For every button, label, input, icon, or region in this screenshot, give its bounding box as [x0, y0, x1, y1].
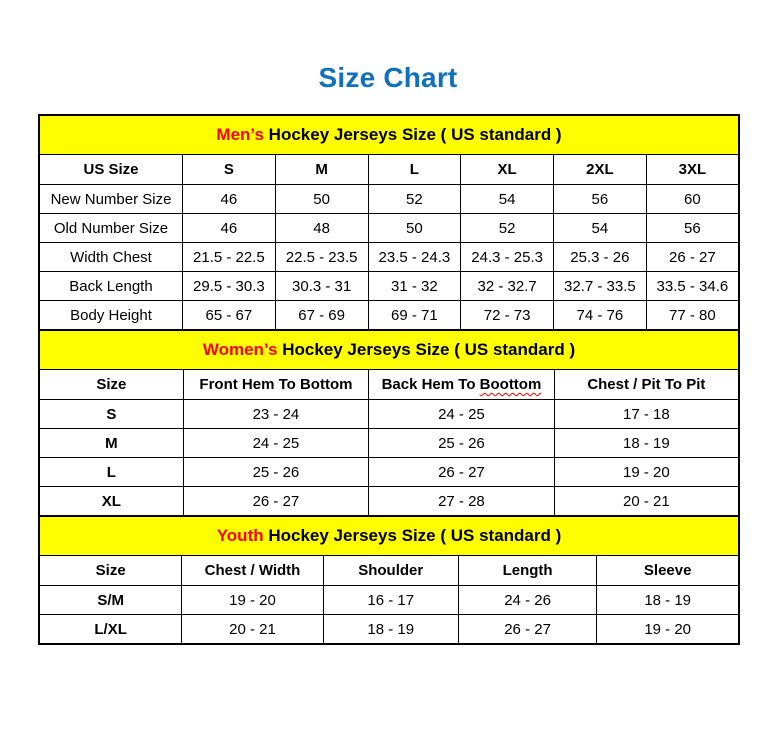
page-title: Size Chart	[318, 62, 458, 93]
youth-column-header-3: Length	[458, 556, 597, 586]
mens-column-header-5: 2XL	[554, 155, 647, 185]
mens-table-heading	[39, 115, 739, 155]
misspelled-word: Boottom	[479, 376, 542, 393]
mens-data-cell: 26 - 27	[646, 243, 739, 272]
mens-column-header-3: L	[368, 155, 461, 185]
mens-data-cell: 50	[275, 185, 368, 214]
mens-data-cell: 33.5 - 34.6	[646, 272, 739, 301]
youth-data-cell: 26 - 27	[458, 615, 597, 645]
mens-data-cell: 48	[275, 214, 368, 243]
womens-size-table	[38, 329, 740, 517]
youth-row-label: L/XL	[39, 615, 182, 645]
mens-column-header-row	[39, 155, 739, 185]
size-chart-container	[38, 114, 740, 645]
mens-row-label: Width Chest	[39, 243, 183, 272]
mens-table-row-0	[39, 185, 739, 214]
mens-data-cell: 21.5 - 22.5	[183, 243, 276, 272]
womens-data-cell: 17 - 18	[554, 400, 739, 429]
womens-data-cell: 25 - 26	[183, 458, 369, 487]
youth-column-header-4: Sleeve	[597, 556, 739, 586]
womens-column-header-1: Front Hem To Bottom	[183, 370, 369, 400]
womens-data-cell: 25 - 26	[369, 429, 555, 458]
mens-table-row-4	[39, 301, 739, 331]
mens-data-cell: 22.5 - 23.5	[275, 243, 368, 272]
womens-data-cell: 19 - 20	[554, 458, 739, 487]
youth-data-cell: 16 - 17	[323, 586, 458, 615]
youth-column-header-2: Shoulder	[323, 556, 458, 586]
mens-data-cell: 74 - 76	[554, 301, 647, 331]
youth-column-header-1: Chest / Width	[182, 556, 323, 586]
mens-data-cell: 46	[183, 214, 276, 243]
mens-table-row-2	[39, 243, 739, 272]
youth-size-table	[38, 515, 740, 645]
mens-data-cell: 56	[646, 214, 739, 243]
youth-row-label: S/M	[39, 586, 182, 615]
mens-data-cell: 23.5 - 24.3	[368, 243, 461, 272]
mens-data-cell: 54	[461, 185, 554, 214]
mens-row-label: New Number Size	[39, 185, 183, 214]
youth-data-cell: 19 - 20	[182, 586, 323, 615]
youth-heading-row	[39, 516, 739, 556]
mens-data-cell: 69 - 71	[368, 301, 461, 331]
womens-column-header-row	[39, 370, 739, 400]
youth-table-row-0	[39, 586, 739, 615]
youth-data-cell: 20 - 21	[182, 615, 323, 645]
youth-heading-highlight: Youth	[216, 526, 264, 545]
mens-data-cell: 50	[368, 214, 461, 243]
womens-data-cell: 24 - 25	[183, 429, 369, 458]
mens-heading-rest: Hockey Jerseys Size ( US standard )	[263, 125, 562, 144]
mens-data-cell: 54	[554, 214, 647, 243]
mens-data-cell: 25.3 - 26	[554, 243, 647, 272]
youth-table-heading	[39, 516, 739, 556]
mens-data-cell: 32 - 32.7	[461, 272, 554, 301]
youth-heading-rest: Hockey Jerseys Size ( US standard )	[263, 526, 562, 545]
mens-column-header-0: US Size	[39, 155, 183, 185]
womens-table-heading	[39, 330, 739, 370]
womens-data-cell: 27 - 28	[369, 487, 555, 517]
womens-column-header-0: Size	[39, 370, 183, 400]
womens-data-cell: 20 - 21	[554, 487, 739, 517]
mens-size-table	[38, 114, 740, 331]
mens-data-cell: 32.7 - 33.5	[554, 272, 647, 301]
mens-data-cell: 56	[554, 185, 647, 214]
mens-row-label: Body Height	[39, 301, 183, 331]
womens-row-label: M	[39, 429, 183, 458]
youth-column-header-0: Size	[39, 556, 182, 586]
womens-table-row-1	[39, 429, 739, 458]
mens-data-cell: 46	[183, 185, 276, 214]
mens-data-cell: 67 - 69	[275, 301, 368, 331]
youth-data-cell: 24 - 26	[458, 586, 597, 615]
womens-data-cell: 26 - 27	[183, 487, 369, 517]
mens-table-row-3	[39, 272, 739, 301]
mens-heading-highlight: Men’s	[216, 125, 264, 144]
youth-data-cell: 19 - 20	[597, 615, 739, 645]
mens-data-cell: 31 - 32	[368, 272, 461, 301]
mens-data-cell: 52	[368, 185, 461, 214]
mens-column-header-1: S	[183, 155, 276, 185]
womens-column-header-3: Chest / Pit To Pit	[554, 370, 739, 400]
youth-column-header-row	[39, 556, 739, 586]
womens-row-label: L	[39, 458, 183, 487]
mens-data-cell: 72 - 73	[461, 301, 554, 331]
womens-table-row-2	[39, 458, 739, 487]
mens-data-cell: 52	[461, 214, 554, 243]
mens-data-cell: 77 - 80	[646, 301, 739, 331]
womens-row-label: XL	[39, 487, 183, 517]
womens-data-cell: 26 - 27	[369, 458, 555, 487]
womens-data-cell: 24 - 25	[369, 400, 555, 429]
womens-row-label: S	[39, 400, 183, 429]
mens-column-header-6: 3XL	[646, 155, 739, 185]
mens-data-cell: 65 - 67	[183, 301, 276, 331]
mens-table-row-1	[39, 214, 739, 243]
womens-data-cell: 18 - 19	[554, 429, 739, 458]
mens-data-cell: 60	[646, 185, 739, 214]
youth-data-cell: 18 - 19	[597, 586, 739, 615]
mens-row-label: Old Number Size	[39, 214, 183, 243]
youth-data-cell: 18 - 19	[323, 615, 458, 645]
womens-table-row-0	[39, 400, 739, 429]
womens-data-cell: 23 - 24	[183, 400, 369, 429]
mens-data-cell: 24.3 - 25.3	[461, 243, 554, 272]
mens-heading-row	[39, 115, 739, 155]
womens-heading-highlight: Women’s	[202, 340, 278, 359]
mens-data-cell: 29.5 - 30.3	[183, 272, 276, 301]
womens-table-row-3	[39, 487, 739, 517]
youth-table-row-1	[39, 615, 739, 645]
mens-column-header-2: M	[275, 155, 368, 185]
womens-heading-row	[39, 330, 739, 370]
mens-row-label: Back Length	[39, 272, 183, 301]
womens-column-header-2: Back Hem To Boottom	[369, 370, 555, 400]
womens-heading-rest: Hockey Jerseys Size ( US standard )	[277, 340, 576, 359]
mens-column-header-4: XL	[461, 155, 554, 185]
mens-data-cell: 30.3 - 31	[275, 272, 368, 301]
